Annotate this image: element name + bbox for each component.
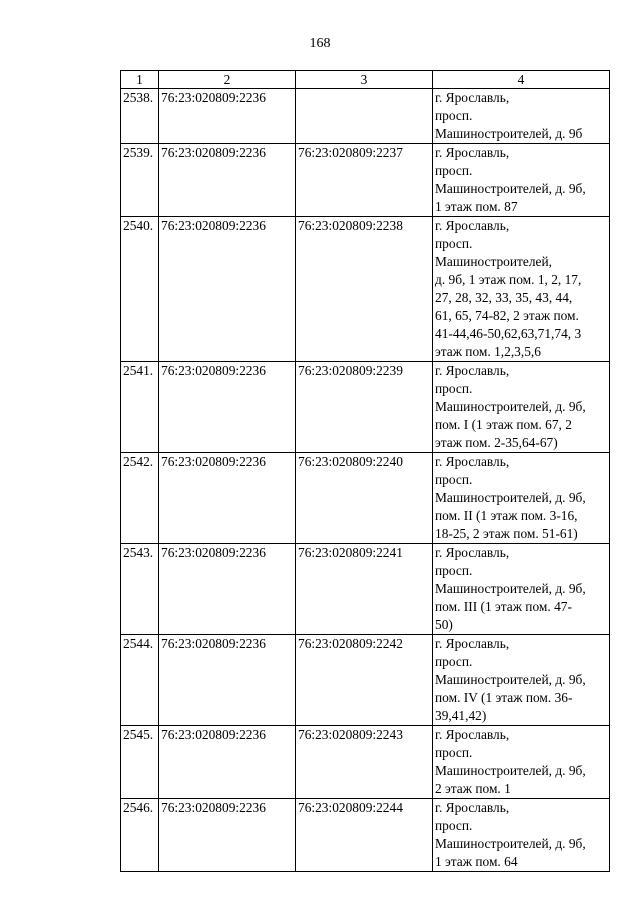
address-line: г. Ярославль, — [435, 636, 510, 651]
address-line: Машиностроителей, д. 9б, — [435, 490, 586, 505]
address-cell — [433, 217, 610, 362]
address-line: Машиностроителей, д. 9б, — [435, 763, 586, 778]
parcel-number-cell: 76:23:020809:2236 — [159, 89, 296, 144]
object-number-cell: 76:23:020809:2242 — [296, 635, 433, 726]
address-line: Машиностроителей, д. 9б, — [435, 836, 586, 851]
address-line: 1 этаж пом. 87 — [435, 199, 518, 214]
address-line: 1 этаж пом. 64 — [435, 854, 518, 869]
address-line: 27, 28, 32, 33, 35, 43, 44, — [435, 290, 573, 305]
address-line: 39,41,42) — [435, 708, 487, 723]
address-line: просп. — [435, 108, 473, 123]
parcel-number-cell: 76:23:020809:2236 — [159, 362, 296, 453]
address-line: пом. IV (1 этаж пом. 36- — [435, 690, 573, 705]
address-line: г. Ярославль, — [435, 145, 510, 160]
parcel-number-cell: 76:23:020809:2236 — [159, 726, 296, 799]
address-cell — [433, 89, 610, 144]
address-cell — [433, 144, 610, 217]
object-number-cell: 76:23:020809:2237 — [296, 144, 433, 217]
address-line: просп. — [435, 163, 473, 178]
address-line: просп. — [435, 236, 473, 251]
row-number-cell: 2540. — [121, 217, 159, 362]
address-line: этаж пом. 1,2,3,5,6 — [435, 344, 541, 359]
table-row — [121, 453, 610, 544]
address-line: пом. I (1 этаж пом. 67, 2 — [435, 417, 572, 432]
row-number-cell: 2542. — [121, 453, 159, 544]
table-row — [121, 217, 610, 362]
address-line: г. Ярославль, — [435, 363, 510, 378]
table-row — [121, 799, 610, 872]
address-cell — [433, 453, 610, 544]
row-number-cell: 2541. — [121, 362, 159, 453]
table-row — [121, 544, 610, 635]
address-line: 18-25, 2 этаж пом. 51-61) — [435, 526, 578, 541]
address-line: Машиностроителей, д. 9б, — [435, 672, 586, 687]
address-line: Машиностроителей, — [435, 254, 552, 269]
address-line: просп. — [435, 472, 473, 487]
address-line: Машиностроителей, д. 9б — [435, 126, 583, 141]
address-line: 2 этаж пом. 1 — [435, 781, 511, 796]
table-row — [121, 89, 610, 144]
object-number-cell: 76:23:020809:2239 — [296, 362, 433, 453]
parcel-number-cell: 76:23:020809:2236 — [159, 217, 296, 362]
address-line: г. Ярославль, — [435, 218, 510, 233]
address-line: г. Ярославль, — [435, 800, 510, 815]
table-body — [121, 89, 610, 872]
address-line: 41-44,46-50,62,63,71,74, 3 — [435, 326, 582, 341]
address-line: просп. — [435, 654, 473, 669]
address-line: просп. — [435, 818, 473, 833]
table-row — [121, 635, 610, 726]
row-number-cell: 2543. — [121, 544, 159, 635]
row-number-cell: 2539. — [121, 144, 159, 217]
row-number-cell: 2545. — [121, 726, 159, 799]
column-header-3: 3 — [296, 71, 433, 89]
object-number-cell: 76:23:020809:2244 — [296, 799, 433, 872]
object-number-cell: 76:23:020809:2243 — [296, 726, 433, 799]
column-header-1: 1 — [121, 71, 159, 89]
address-line: г. Ярославль, — [435, 90, 510, 105]
address-cell — [433, 362, 610, 453]
address-cell — [433, 544, 610, 635]
parcel-number-cell: 76:23:020809:2236 — [159, 544, 296, 635]
table-row — [121, 726, 610, 799]
address-cell — [433, 799, 610, 872]
table-row — [121, 362, 610, 453]
address-line: просп. — [435, 745, 473, 760]
column-header-4: 4 — [433, 71, 610, 89]
address-line: пом. III (1 этаж пом. 47- — [435, 599, 572, 614]
object-number-cell: 76:23:020809:2241 — [296, 544, 433, 635]
object-number-cell: 76:23:020809:2240 — [296, 453, 433, 544]
address-cell — [433, 635, 610, 726]
address-line: д. 9б, 1 этаж пом. 1, 2, 17, — [435, 272, 582, 287]
parcel-number-cell: 76:23:020809:2236 — [159, 144, 296, 217]
column-header-2: 2 — [159, 71, 296, 89]
object-number-cell: 76:23:020809:2238 — [296, 217, 433, 362]
object-number-cell — [296, 89, 433, 144]
address-line: этаж пом. 2-35,64-67) — [435, 435, 558, 450]
address-line: Машиностроителей, д. 9б, — [435, 181, 586, 196]
table-row — [121, 144, 610, 217]
address-line: просп. — [435, 381, 473, 396]
address-line: 61, 65, 74-82, 2 этаж пом. — [435, 308, 579, 323]
row-number-cell: 2538. — [121, 89, 159, 144]
address-line: г. Ярославль, — [435, 727, 510, 742]
parcel-number-cell: 76:23:020809:2236 — [159, 635, 296, 726]
registry-table — [120, 70, 610, 872]
parcel-number-cell: 76:23:020809:2236 — [159, 453, 296, 544]
address-line: просп. — [435, 563, 473, 578]
address-line: пом. II (1 этаж пом. 3-16, — [435, 508, 578, 523]
address-line: 50) — [435, 617, 453, 632]
address-line: Машиностроителей, д. 9б, — [435, 399, 586, 414]
address-line: Машиностроителей, д. 9б, — [435, 581, 586, 596]
address-cell — [433, 726, 610, 799]
row-number-cell: 2544. — [121, 635, 159, 726]
parcel-number-cell: 76:23:020809:2236 — [159, 799, 296, 872]
address-line: г. Ярославль, — [435, 454, 510, 469]
page-number: 168 — [309, 36, 331, 51]
address-line: г. Ярославль, — [435, 545, 510, 560]
row-number-cell: 2546. — [121, 799, 159, 872]
header-row — [121, 71, 610, 89]
